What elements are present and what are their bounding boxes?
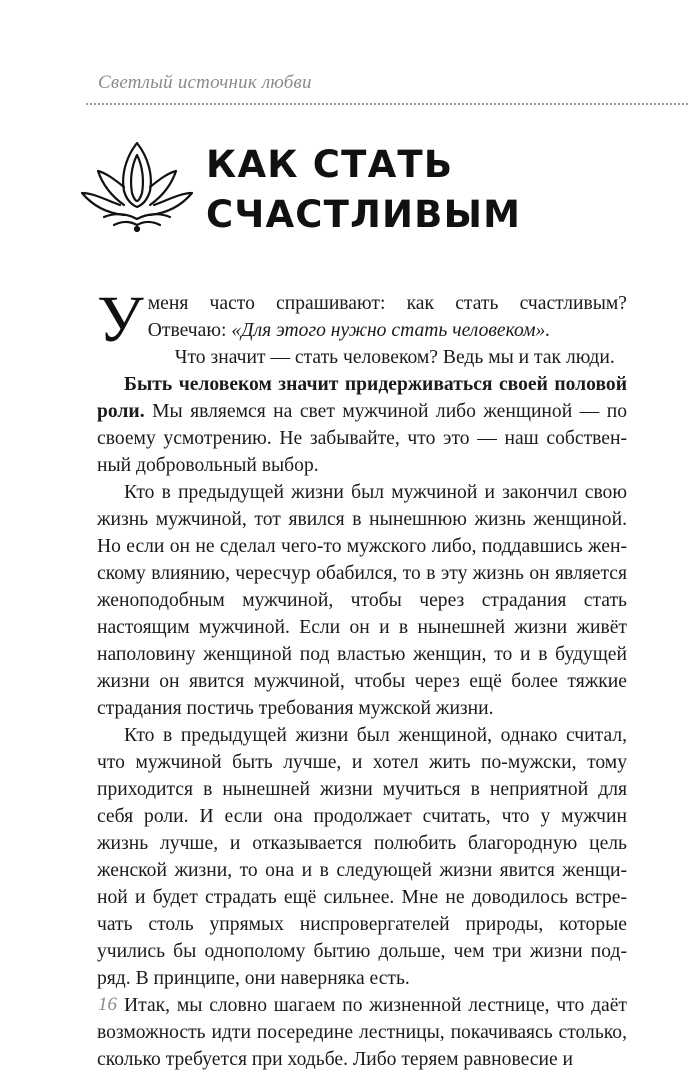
paragraph-6: Итак, мы словно шагаем по жизненной лестнице, что даёт возможность идти посередине лестницы, покачиваясь столько, сколько требуется при ходьбе. Либо теряем равновесие и [97,995,627,1070]
paragraph-1 [97,283,627,356]
dotted-divider [86,103,688,105]
chapter-title-line-1: КАК СТАТЬ [206,143,454,186]
running-head: Светлый источник любви [98,72,312,93]
drop-cap: У [97,283,144,356]
paragraph-3-text: Мы являемся на свет мужчиной либо женщиной — по своему усмотрению. Не забывайте, что это — наш собственный добровольный выбор. [97,401,627,476]
paragraph-5: Кто в предыдущей жизни был женщиной, однако считал, что мужчиной быть лучше, и хотел жить по-мужски, тому приходится в нынешней жизни мучиться в неприятной для себя роли. И если она продолжает считать, что у мужчин жизнь лучше, и отказывается полюбить благородную цель женской жизни, то она и в следующей жизни явится женщиной и будет страдать ещё сильнее. Мне не доводилось встречать столь упрямых ниспровергателей природы, которые учились бы однополому бытию дольше, чем три жизни подряд. В принципе, они наверняка есть. [97,725,627,989]
paragraph-2: Что значит — стать человеком? Ведь мы и так люди. [174,347,615,368]
chapter-title [206,140,521,240]
paragraph-4: Кто в предыдущей жизни был мужчиной и закончил свою жизнь мужчиной, тот явился в нынешнюю жизнь женщиной. Но если он не сделал чего-то мужского либо, поддавшись женскому влиянию, чересчур обабился, то в эту жизнь он является женоподобным мужчиной, чтобы через страдания стать настоящим мужчиной. Если он и в нынешней жизни живёт наполовину женщиной под властью женщин, то и в будущей жизни он явится мужчиной, чтобы через ещё более тяжкие страдания постичь требования мужской жизни. [97,482,627,719]
page-number: 16 [98,994,117,1015]
paragraph-1-quote: «Для этого нужно стать человеком». [231,320,551,341]
paragraph-1-text: меня часто спрашивают: как стать счастливым? Отвечаю: [147,293,627,341]
body-text [97,283,627,1073]
paragraph-3-bold: Быть человеком значит придерживаться своей половой роли. [97,374,627,422]
paragraph-3 [97,371,627,479]
chapter-title-line-2: СЧАСТЛИВЫМ [206,193,522,236]
lotus-icon [74,135,200,235]
